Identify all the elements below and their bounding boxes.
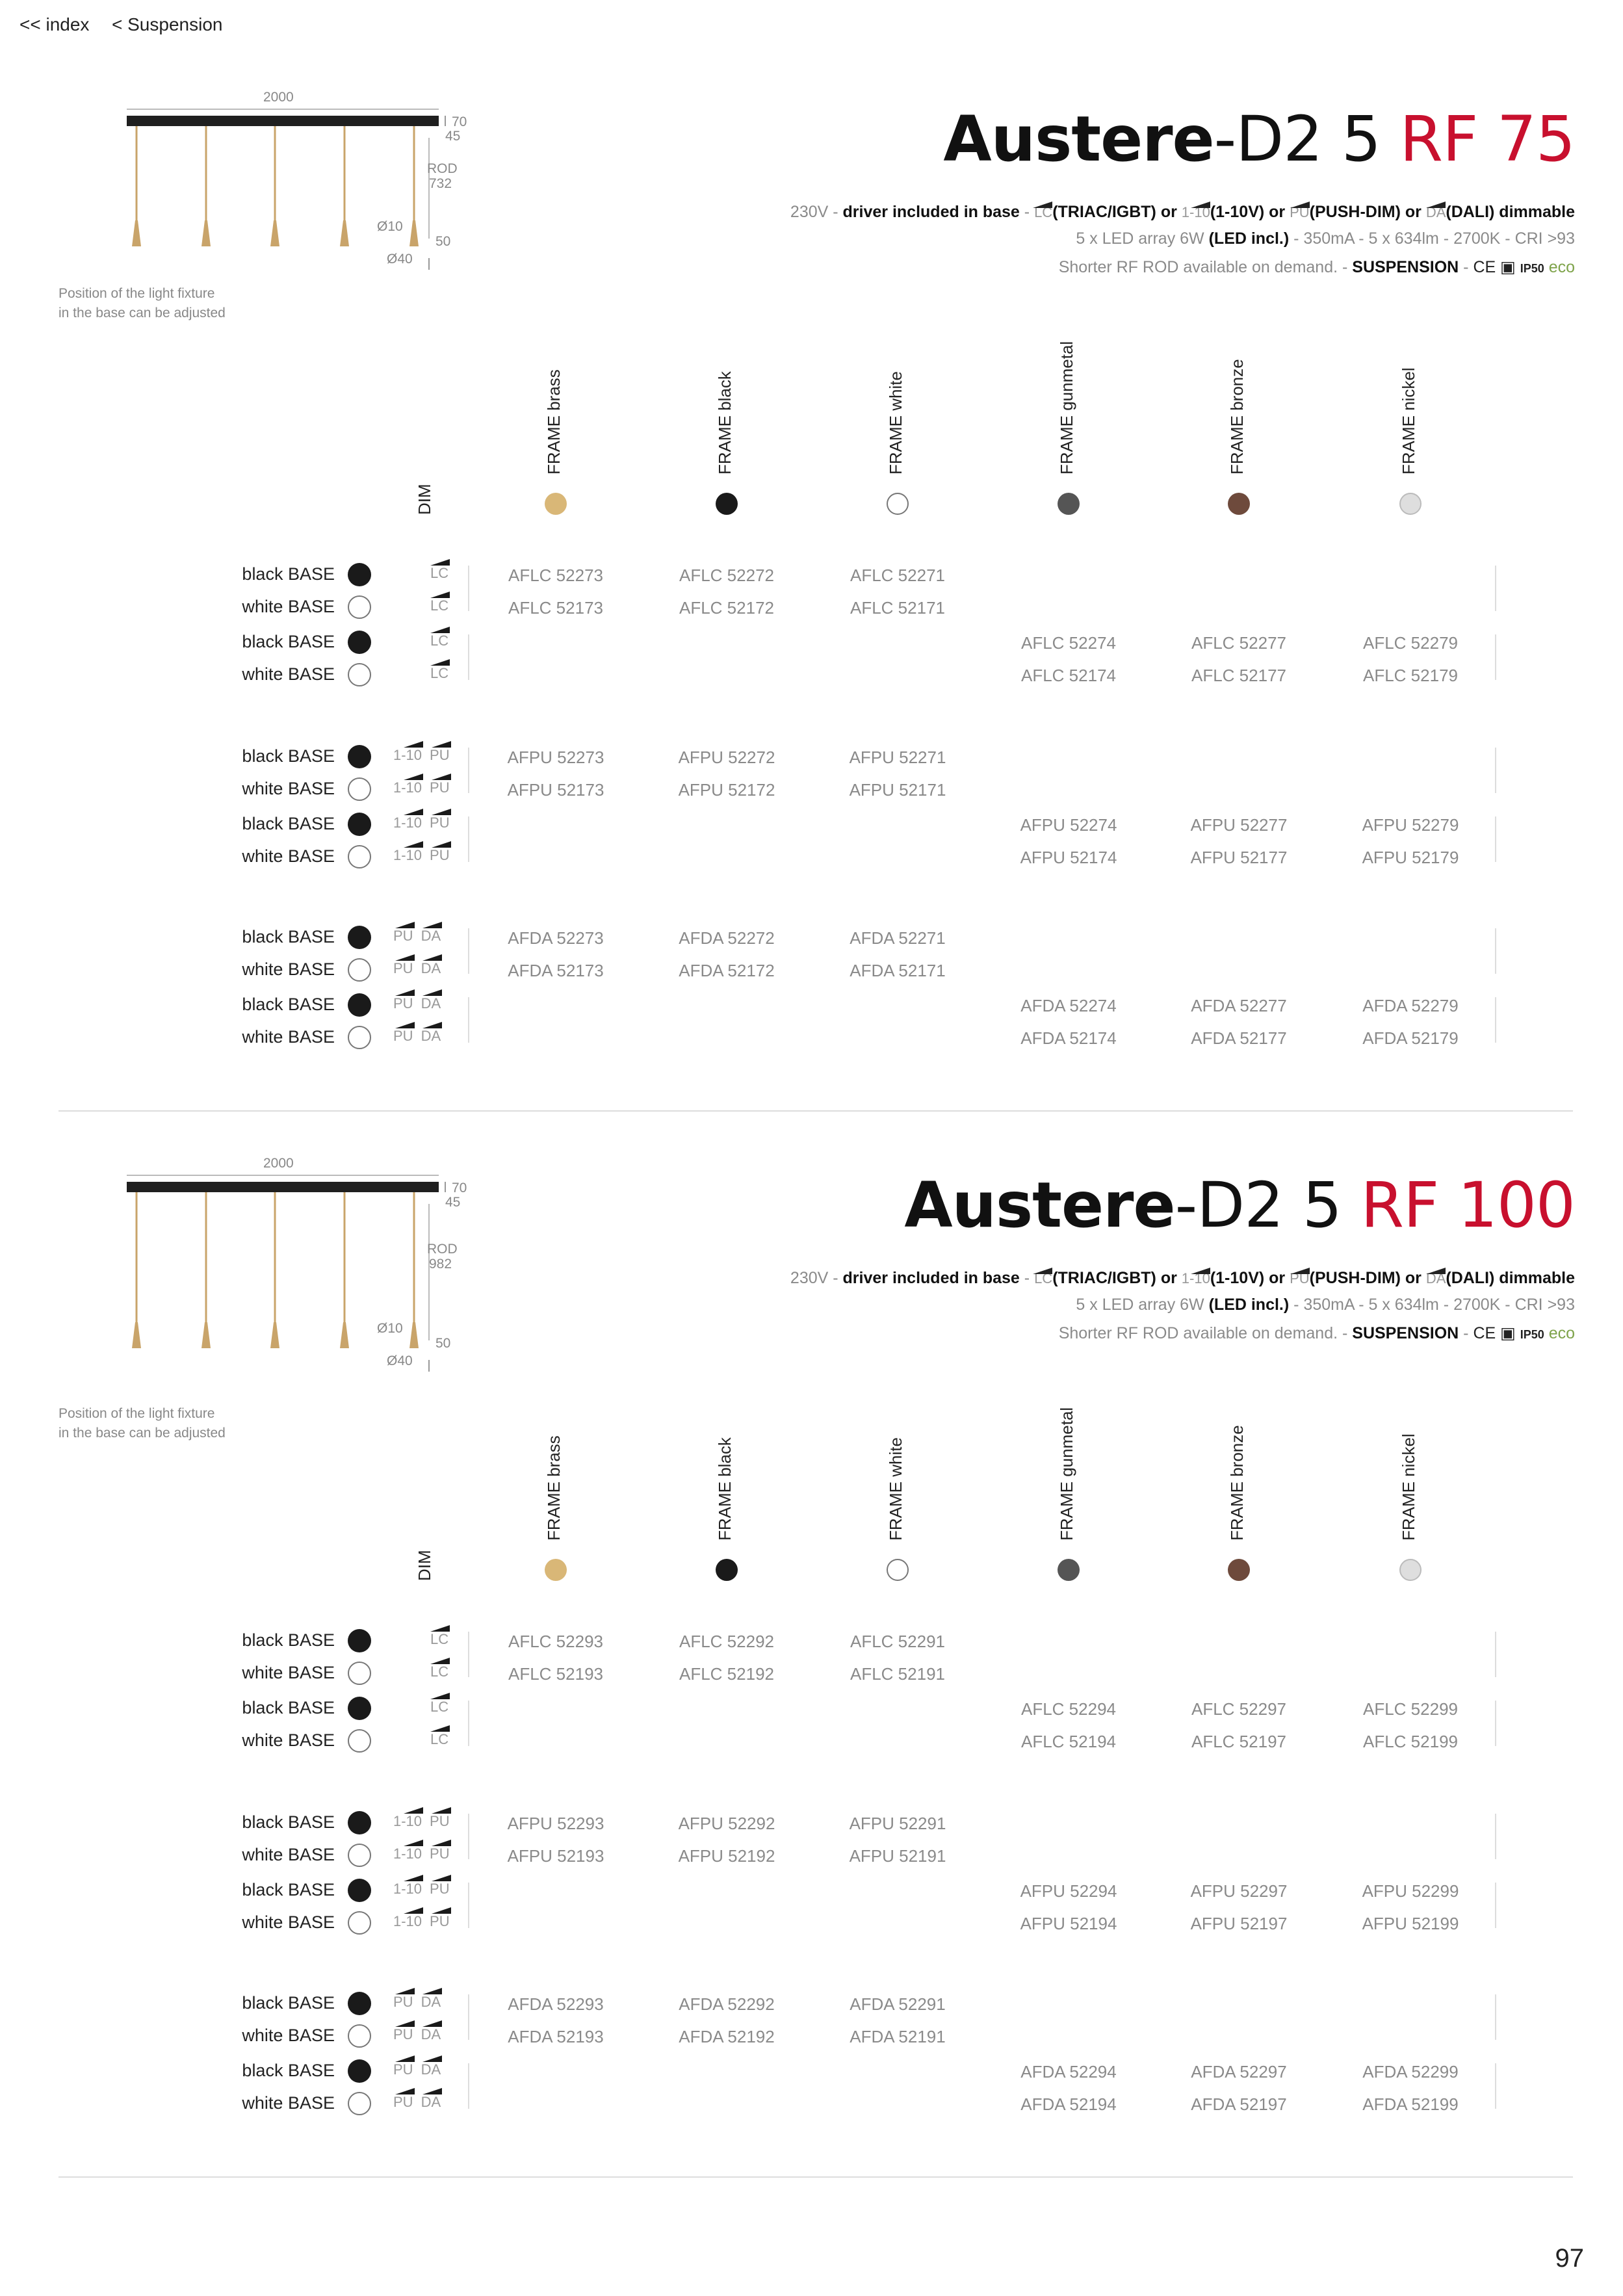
- product-code[interactable]: AFDA 52173: [508, 961, 604, 980]
- column-header: FRAME bronze: [1227, 1425, 1247, 1541]
- dim-symbol: 1-10: [393, 774, 422, 796]
- group-separator: [1495, 928, 1496, 974]
- dim-symbols: [430, 559, 448, 582]
- rod-length: 982: [429, 1257, 452, 1272]
- dim-symbol: LC: [430, 1725, 448, 1748]
- base-label: black BASE: [242, 1698, 335, 1717]
- dim-symbols: [393, 741, 450, 764]
- divider: [58, 1110, 1573, 1112]
- dim-110-icon: 1-10: [1182, 1268, 1210, 1287]
- white-base-dot: [348, 1911, 371, 1935]
- product-code[interactable]: AFDA 52172: [679, 961, 775, 980]
- product-code[interactable]: AFDA 52192: [679, 2027, 775, 2046]
- white-base-dot: [348, 2024, 371, 2048]
- dim-symbols: [393, 1907, 450, 1930]
- black-base-dot: [348, 993, 371, 1017]
- black-base-dot: [348, 2059, 371, 2083]
- dim-symbol: DA: [421, 989, 441, 1012]
- product-code[interactable]: AFLC 52272: [679, 566, 774, 585]
- rod-label: ROD: [427, 1242, 458, 1257]
- dim-symbols: [430, 659, 448, 682]
- dim-symbols: [393, 2055, 441, 2078]
- column-header: FRAME black: [715, 371, 734, 475]
- black-base-dot: [348, 631, 371, 654]
- group-separator: [1495, 997, 1496, 1043]
- ip-rating: IP50: [1520, 262, 1544, 275]
- base-label: black BASE: [242, 632, 335, 651]
- white-base-dot: [348, 1662, 371, 1685]
- black-base-dot: [348, 1992, 371, 2015]
- product-code[interactable]: AFLC 52294: [1021, 1699, 1116, 1719]
- group-separator: [468, 748, 469, 793]
- product-code[interactable]: AFDA 52171: [850, 961, 946, 980]
- group-separator: [1495, 2063, 1496, 2109]
- dim-symbol: 1-10: [393, 1907, 422, 1930]
- eco-icon: eco: [1548, 258, 1575, 276]
- dim-symbols: [393, 774, 450, 796]
- product-section: [0, 1151, 1623, 2217]
- black-base-dot: [348, 745, 371, 768]
- product-section: [0, 85, 1623, 1151]
- base-label: black BASE: [242, 1630, 335, 1650]
- product-code[interactable]: AFLC 52192: [679, 1664, 774, 1684]
- ip-rating: IP50: [1520, 1328, 1544, 1341]
- base-label: black BASE: [242, 927, 335, 946]
- dim-symbol: LC: [430, 627, 448, 649]
- group-separator: [468, 1701, 469, 1746]
- black-base-dot: [348, 1629, 371, 1652]
- rod-length: 732: [429, 176, 452, 191]
- eco-icon: eco: [1548, 1324, 1575, 1342]
- group-separator: [1495, 1632, 1496, 1677]
- height-dimension: 70: [452, 114, 467, 129]
- group-separator: [1495, 1994, 1496, 2040]
- dim-symbol: 1-10: [393, 841, 422, 864]
- product-code[interactable]: AFDA 52194: [1020, 2094, 1117, 2114]
- group-separator: [468, 1883, 469, 1928]
- product-code[interactable]: AFDA 52199: [1362, 2094, 1459, 2114]
- page-number: 97: [1555, 2244, 1584, 2273]
- product-code[interactable]: AFPU 52279: [1362, 815, 1459, 835]
- white-base-dot: [348, 663, 371, 686]
- black-base-dot: [348, 1697, 371, 1720]
- index-link[interactable]: << index: [19, 14, 90, 34]
- dim-symbols: [430, 1625, 448, 1648]
- dim-symbols: [430, 627, 448, 649]
- product-code[interactable]: AFDA 52297: [1191, 2062, 1287, 2081]
- base-label: black BASE: [242, 995, 335, 1014]
- base-label: black BASE: [242, 564, 335, 584]
- product-code[interactable]: AFDA 52193: [508, 2027, 604, 2046]
- class2-icon: ▣: [1500, 1324, 1516, 1342]
- dim-symbols: [393, 841, 450, 864]
- diameter-small: Ø10: [377, 219, 403, 234]
- group-separator: [1495, 566, 1496, 611]
- dim-symbol: PU: [393, 1988, 413, 2011]
- nickel-swatch: [1399, 493, 1422, 515]
- base-label: black BASE: [242, 814, 335, 833]
- product-code[interactable]: AFLC 52179: [1363, 666, 1458, 685]
- product-code[interactable]: AFPU 52173: [507, 780, 604, 800]
- dim-symbols: [393, 809, 450, 831]
- group-separator: [468, 1814, 469, 1859]
- column-header: FRAME nickel: [1399, 1433, 1418, 1541]
- product-code[interactable]: AFLC 52197: [1191, 1732, 1286, 1751]
- product-code[interactable]: AFPU 52277: [1190, 815, 1288, 835]
- black-base-dot: [348, 813, 371, 836]
- diameter-large: Ø40: [387, 252, 413, 267]
- dim-symbols: [393, 954, 441, 977]
- dim-symbols: [393, 1840, 450, 1862]
- width-dimension: 2000: [263, 90, 294, 105]
- product-code[interactable]: AFLC 52174: [1021, 666, 1116, 685]
- dim-symbol: PU: [393, 922, 413, 945]
- base-label: white BASE: [242, 664, 335, 684]
- product-code[interactable]: AFLC 52172: [679, 598, 774, 618]
- position-note: Position of the light fixture in the base can be adjusted: [58, 286, 226, 320]
- product-code[interactable]: AFPU 52172: [678, 780, 775, 800]
- group-separator: [1495, 816, 1496, 862]
- product-code[interactable]: AFPU 52292: [678, 1814, 775, 1833]
- product-code[interactable]: AFDA 52197: [1191, 2094, 1287, 2114]
- product-title: Austere-D2 5 RF 75: [943, 103, 1575, 176]
- product-code[interactable]: AFDA 52174: [1020, 1028, 1117, 1048]
- spec-line-rod: Shorter RF ROD available on demand. - SUSPENSION - CE ▣ IP50 eco: [1058, 1324, 1575, 1342]
- product-code[interactable]: AFPU 52297: [1190, 1881, 1288, 1901]
- column-header: FRAME white: [886, 371, 905, 475]
- group-separator: [1495, 1701, 1496, 1746]
- dim-110-icon: 1-10: [1182, 202, 1210, 221]
- spec-line-rod: Shorter RF ROD available on demand. - SUSPENSION - CE ▣ IP50 eco: [1058, 258, 1575, 276]
- dim-symbol: DA: [421, 954, 441, 977]
- base-label: black BASE: [242, 2061, 335, 2080]
- white-base-dot: [348, 958, 371, 982]
- dim-symbol: PU: [430, 841, 450, 864]
- product-code[interactable]: AFPU 52273: [507, 748, 604, 767]
- product-code[interactable]: AFPU 52271: [849, 748, 946, 767]
- white-base-dot: [348, 595, 371, 619]
- dim-symbol: PU: [393, 2020, 413, 2043]
- product-code[interactable]: AFLC 52271: [850, 566, 945, 585]
- suspension-link[interactable]: < Suspension: [112, 14, 223, 34]
- dim-symbol: 1-10: [393, 1807, 422, 1830]
- dim-symbol: DA: [421, 2055, 441, 2078]
- product-code[interactable]: AFLC 52273: [508, 566, 603, 585]
- white-swatch: [887, 1559, 909, 1581]
- divider: [58, 2176, 1573, 2178]
- dim-symbols: [393, 989, 441, 1012]
- dim-symbol: DA: [421, 2088, 441, 2111]
- fixture-drawing: [52, 85, 481, 289]
- dim-symbol: PU: [430, 1907, 450, 1930]
- product-code[interactable]: AFLC 52173: [508, 598, 603, 618]
- product-code[interactable]: AFPU 52197: [1190, 1914, 1288, 1933]
- dim-symbols: [430, 1658, 448, 1680]
- black-base-dot: [348, 926, 371, 949]
- black-swatch: [716, 1559, 738, 1581]
- white-base-dot: [348, 1729, 371, 1753]
- position-note: Position of the light fixture in the base can be adjusted: [58, 1406, 226, 1441]
- dim-symbol: PU: [430, 741, 450, 764]
- diameter-small: Ø10: [377, 1321, 403, 1336]
- group-separator: [1495, 634, 1496, 680]
- fixture-drawing: [52, 1151, 481, 1391]
- lc-icon: LC: [1034, 1268, 1052, 1287]
- product-code[interactable]: AFLC 52277: [1191, 633, 1286, 653]
- product-code[interactable]: AFLC 52199: [1363, 1732, 1458, 1751]
- product-code[interactable]: AFDA 52274: [1020, 996, 1117, 1015]
- ce-icon: CE: [1473, 1324, 1496, 1342]
- product-code[interactable]: AFLC 52293: [508, 1632, 603, 1651]
- group-separator: [468, 816, 469, 862]
- dim-symbol: LC: [430, 559, 448, 582]
- group-separator: [468, 928, 469, 974]
- product-code[interactable]: AFDA 52272: [679, 928, 775, 948]
- product-code[interactable]: AFDA 52291: [850, 1994, 946, 2014]
- black-base-dot: [348, 1879, 371, 1902]
- product-code[interactable]: AFDA 52294: [1020, 2062, 1117, 2081]
- dim-symbol: 1-10: [393, 809, 422, 831]
- gunmetal-swatch: [1058, 493, 1080, 515]
- bronze-swatch: [1228, 1559, 1250, 1581]
- white-base-dot: [348, 1026, 371, 1049]
- pu-icon: PU: [1290, 202, 1310, 221]
- column-header: FRAME nickel: [1399, 367, 1418, 475]
- brass-swatch: [545, 493, 567, 515]
- spec-line-led: 5 x LED array 6W (LED incl.) - 350mA - 5 x 634lm - 2700K - CRI >93: [1076, 229, 1575, 248]
- product-code[interactable]: AFLC 52279: [1363, 633, 1458, 653]
- dim-symbols: [393, 1875, 450, 1898]
- fixture-diagram: [52, 1151, 481, 1404]
- dim-symbol: DA: [421, 922, 441, 945]
- dim-symbol: 1-10: [393, 741, 422, 764]
- spec-line-electrical: 230V - driver included in base - LC(TRIAC/IGBT) or 1-10(1-10V) or PU(PUSH-DIM) or DA(DALI) dimmable: [790, 1269, 1575, 1287]
- base-label: white BASE: [242, 1663, 335, 1682]
- product-code[interactable]: AFDA 52299: [1362, 2062, 1459, 2081]
- group-separator: [468, 566, 469, 611]
- product-code[interactable]: AFPU 52171: [849, 780, 946, 800]
- product-code[interactable]: AFPU 52199: [1362, 1914, 1459, 1933]
- dim-symbol: DA: [421, 1988, 441, 2011]
- base-label: white BASE: [242, 597, 335, 616]
- dim-symbol: LC: [430, 1658, 448, 1680]
- dim-symbols: [430, 1693, 448, 1715]
- dim-symbol: PU: [430, 774, 450, 796]
- white-base-dot: [348, 1844, 371, 1867]
- product-code[interactable]: AFPU 52192: [678, 1846, 775, 1866]
- dim-symbol: LC: [430, 1693, 448, 1715]
- product-code[interactable]: AFDA 52273: [508, 928, 604, 948]
- product-code[interactable]: AFLC 52194: [1021, 1732, 1116, 1751]
- lc-icon: LC: [1034, 202, 1052, 221]
- column-header: FRAME gunmetal: [1057, 1407, 1076, 1541]
- product-code[interactable]: AFPU 52174: [1020, 848, 1117, 867]
- da-icon: DA: [1426, 1268, 1446, 1287]
- dim-symbol: PU: [393, 989, 413, 1012]
- rod-label: ROD: [427, 161, 458, 176]
- base-label: white BASE: [242, 2026, 335, 2045]
- dim-symbols: [393, 2020, 441, 2043]
- base-label: white BASE: [242, 959, 335, 979]
- width-dimension: 2000: [263, 1156, 294, 1171]
- dim-symbol: 1-10: [393, 1840, 422, 1862]
- dim-symbol: LC: [430, 592, 448, 614]
- dim-symbols: [430, 1725, 448, 1748]
- product-code[interactable]: AFPU 52293: [507, 1814, 604, 1833]
- product-code[interactable]: AFDA 52292: [679, 1994, 775, 2014]
- gunmetal-swatch: [1058, 1559, 1080, 1581]
- dim-header: DIM: [415, 1550, 434, 1581]
- product-code[interactable]: AFLC 52177: [1191, 666, 1286, 685]
- product-code[interactable]: AFPU 52272: [678, 748, 775, 767]
- product-code[interactable]: AFPU 52193: [507, 1846, 604, 1866]
- product-code[interactable]: AFLC 52297: [1191, 1699, 1286, 1719]
- group-separator: [468, 997, 469, 1043]
- da-icon: DA: [1426, 202, 1446, 221]
- class2-icon: ▣: [1500, 258, 1516, 276]
- product-code[interactable]: AFPU 52294: [1020, 1881, 1117, 1901]
- column-header: FRAME black: [715, 1437, 734, 1541]
- column-header: FRAME brass: [544, 1435, 564, 1541]
- dim-symbol: PU: [430, 1807, 450, 1830]
- dim-symbols: [393, 1807, 450, 1830]
- product-code[interactable]: AFPU 52299: [1362, 1881, 1459, 1901]
- base-label: black BASE: [242, 1993, 335, 2013]
- product-code[interactable]: AFLC 52171: [850, 598, 945, 618]
- spec-line-electrical: 230V - driver included in base - LC(TRIAC/IGBT) or 1-10(1-10V) or PU(PUSH-DIM) or DA(DALI) dimmable: [790, 203, 1575, 221]
- dim-symbols: [393, 922, 441, 945]
- product-code[interactable]: AFDA 52271: [850, 928, 946, 948]
- brass-swatch: [545, 1559, 567, 1581]
- product-code[interactable]: AFPU 52274: [1020, 815, 1117, 835]
- product-code[interactable]: AFLC 52193: [508, 1664, 603, 1684]
- base-label: white BASE: [242, 1912, 335, 1932]
- dim-symbol: LC: [430, 1625, 448, 1648]
- dim-symbol: PU: [393, 2088, 413, 2111]
- dim-symbol: PU: [430, 1840, 450, 1862]
- nickel-swatch: [1399, 1559, 1422, 1581]
- pu-icon: PU: [1290, 1268, 1310, 1287]
- height-dimension: 45: [445, 129, 461, 144]
- dim-symbol: PU: [393, 954, 413, 977]
- group-separator: [468, 1994, 469, 2040]
- product-code[interactable]: AFDA 52279: [1362, 996, 1459, 1015]
- base-label: white BASE: [242, 2093, 335, 2113]
- black-base-dot: [348, 1811, 371, 1834]
- base-label: white BASE: [242, 1027, 335, 1047]
- product-code[interactable]: AFLC 52191: [850, 1664, 945, 1684]
- base-label: black BASE: [242, 1812, 335, 1832]
- product-code[interactable]: AFPU 52291: [849, 1814, 946, 1833]
- product-code[interactable]: AFPU 52194: [1020, 1914, 1117, 1933]
- product-code[interactable]: AFPU 52191: [849, 1846, 946, 1866]
- white-base-dot: [348, 845, 371, 868]
- base-label: white BASE: [242, 846, 335, 866]
- product-code[interactable]: AFDA 52277: [1191, 996, 1287, 1015]
- height-dimension: 50: [435, 1336, 451, 1351]
- product-code[interactable]: AFDA 52177: [1191, 1028, 1287, 1048]
- product-code[interactable]: AFDA 52191: [850, 2027, 946, 2046]
- product-code[interactable]: AFPU 52179: [1362, 848, 1459, 867]
- dim-symbols: [393, 2088, 441, 2111]
- diameter-large: Ø40: [387, 1353, 413, 1368]
- group-separator: [1495, 748, 1496, 793]
- dim-symbol: DA: [421, 2020, 441, 2043]
- black-swatch: [716, 493, 738, 515]
- base-label: white BASE: [242, 1845, 335, 1864]
- dim-symbols: [430, 592, 448, 614]
- product-title: Austere-D2 5 RF 100: [904, 1169, 1575, 1242]
- dim-symbol: PU: [393, 1022, 413, 1045]
- height-dimension: 70: [452, 1181, 467, 1195]
- black-base-dot: [348, 563, 371, 586]
- product-code[interactable]: AFLC 52291: [850, 1632, 945, 1651]
- product-code[interactable]: AFLC 52299: [1363, 1699, 1458, 1719]
- dim-symbol: DA: [421, 1022, 441, 1045]
- group-separator: [1495, 1814, 1496, 1859]
- white-swatch: [887, 493, 909, 515]
- dim-symbol: PU: [393, 2055, 413, 2078]
- base-label: black BASE: [242, 746, 335, 766]
- bronze-swatch: [1228, 493, 1250, 515]
- dim-symbols: [393, 1022, 441, 1045]
- column-header: FRAME bronze: [1227, 359, 1247, 475]
- column-header: FRAME brass: [544, 369, 564, 475]
- base-label: white BASE: [242, 779, 335, 798]
- product-code[interactable]: AFDA 52293: [508, 1994, 604, 2014]
- height-dimension: 45: [445, 1195, 461, 1210]
- column-header: FRAME white: [886, 1437, 905, 1541]
- base-label: white BASE: [242, 1730, 335, 1750]
- height-dimension: 50: [435, 234, 451, 249]
- product-code[interactable]: AFLC 52274: [1021, 633, 1116, 653]
- spec-line-led: 5 x LED array 6W (LED incl.) - 350mA - 5 x 634lm - 2700K - CRI >93: [1076, 1296, 1575, 1314]
- dim-symbol: LC: [430, 659, 448, 682]
- group-separator: [468, 2063, 469, 2109]
- ce-icon: CE: [1473, 258, 1496, 276]
- group-separator: [468, 1632, 469, 1677]
- product-code[interactable]: AFDA 52179: [1362, 1028, 1459, 1048]
- group-separator: [1495, 1883, 1496, 1928]
- dim-symbol: 1-10: [393, 1875, 422, 1898]
- white-base-dot: [348, 2092, 371, 2115]
- white-base-dot: [348, 777, 371, 801]
- dim-symbol: PU: [430, 809, 450, 831]
- dim-symbol: PU: [430, 1875, 450, 1898]
- base-label: black BASE: [242, 1880, 335, 1899]
- column-header: FRAME gunmetal: [1057, 341, 1076, 475]
- product-code[interactable]: AFLC 52292: [679, 1632, 774, 1651]
- dim-header: DIM: [415, 484, 434, 515]
- product-code[interactable]: AFPU 52177: [1190, 848, 1288, 867]
- group-separator: [468, 634, 469, 680]
- dim-symbols: [393, 1988, 441, 2011]
